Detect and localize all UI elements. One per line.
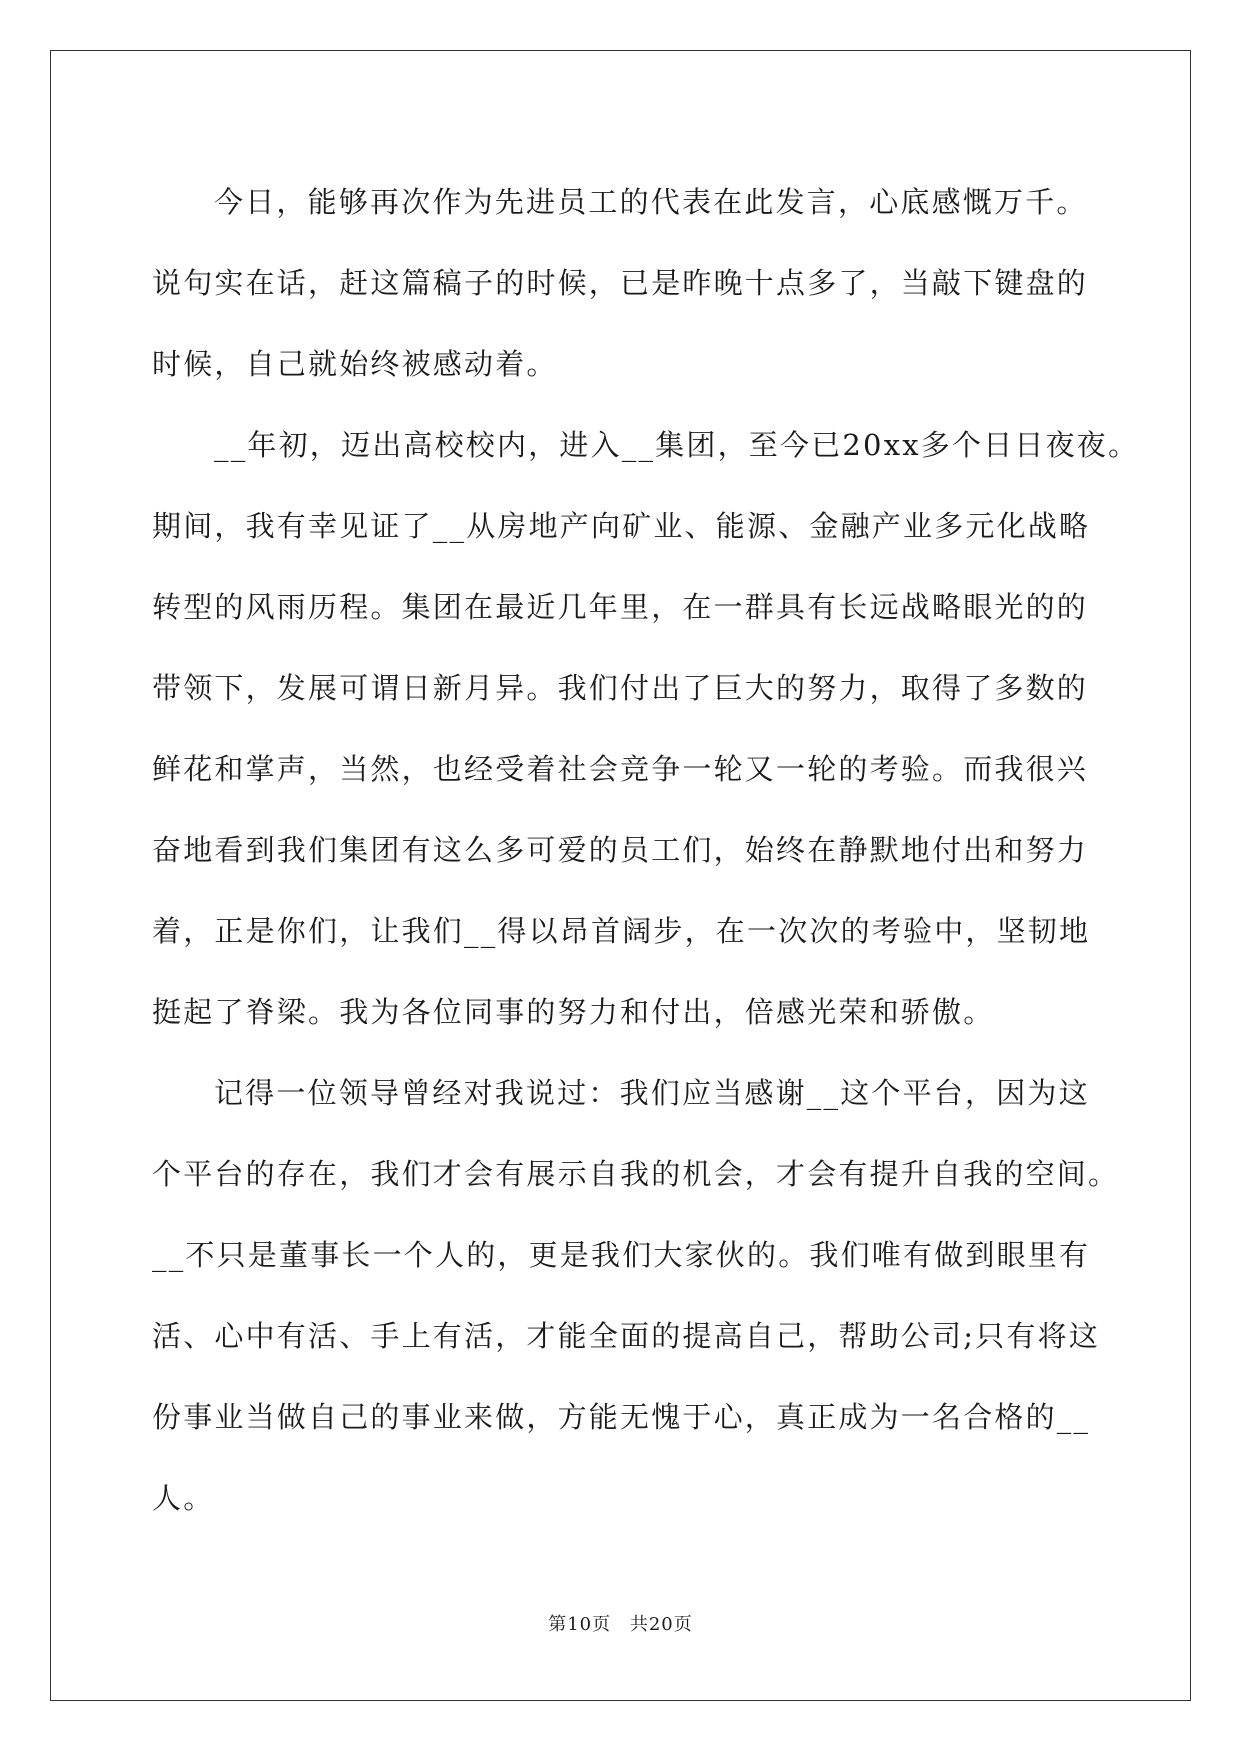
text-line: 活、心中有活、手上有活，才能全面的提高自己，帮助公司;只有将这 (152, 1319, 1100, 1353)
total-page-count: 共20页 (629, 1614, 693, 1635)
text-line: 记得一位领导曾经对我说过：我们应当感谢__这个平台，因为这 (214, 1076, 1090, 1110)
text-line: 挺起了脊梁。我为各位同事的努力和付出，倍感光荣和骄傲。 (152, 995, 995, 1029)
paragraph-3 (152, 1053, 1120, 1539)
text-line: 个平台的存在，我们才会有展示自我的机会，才会有提升自我的空间。 (152, 1157, 1120, 1191)
text-line: 带领下，发展可谓日新月异。我们付出了巨大的努力，取得了多数的 (152, 671, 1089, 705)
text-line: 期间，我有幸见证了__从房地产向矿业、能源、金融产业多元化战略 (152, 509, 1091, 543)
text-line: 份事业当做自己的事业来做，方能无愧于心，真正成为一名合格的__ (152, 1400, 1091, 1434)
page-footer (0, 1610, 1241, 1636)
text-line: 奋地看到我们集团有这么多可爱的员工们，始终在静默地付出和努力 (152, 833, 1089, 867)
document-body (152, 162, 1140, 1539)
text-line: 转型的风雨历程。集团在最近几年里，在一群具有长远战略眼光的的 (152, 590, 1089, 624)
paragraph-2 (152, 405, 1140, 1053)
paragraph-1 (152, 162, 1087, 405)
text-line: __年初，迈出高校校内，进入__集团，至今已20xx多个日日夜夜。 (214, 428, 1140, 462)
text-line: 鲜花和掌声，当然，也经受着社会竞争一轮又一轮的考验。而我很兴 (152, 752, 1089, 786)
text-line: 人。 (152, 1481, 215, 1515)
text-line: 今日，能够再次作为先进员工的代表在此发言，心底感慨万千。 (214, 185, 1088, 219)
text-line: 着，正是你们，让我们__得以昂首阔步，在一次次的考验中，坚韧地 (152, 914, 1091, 948)
text-line: 说句实在话，赶这篇稿子的时候，已是昨晚十点多了，当敲下键盘的 (152, 266, 1089, 300)
current-page-number: 第10页 (548, 1614, 612, 1635)
text-line: __不只是董事长一个人的，更是我们大家伙的。我们唯有做到眼里有 (152, 1238, 1091, 1272)
text-line: 时候，自己就始终被感动着。 (152, 347, 558, 381)
